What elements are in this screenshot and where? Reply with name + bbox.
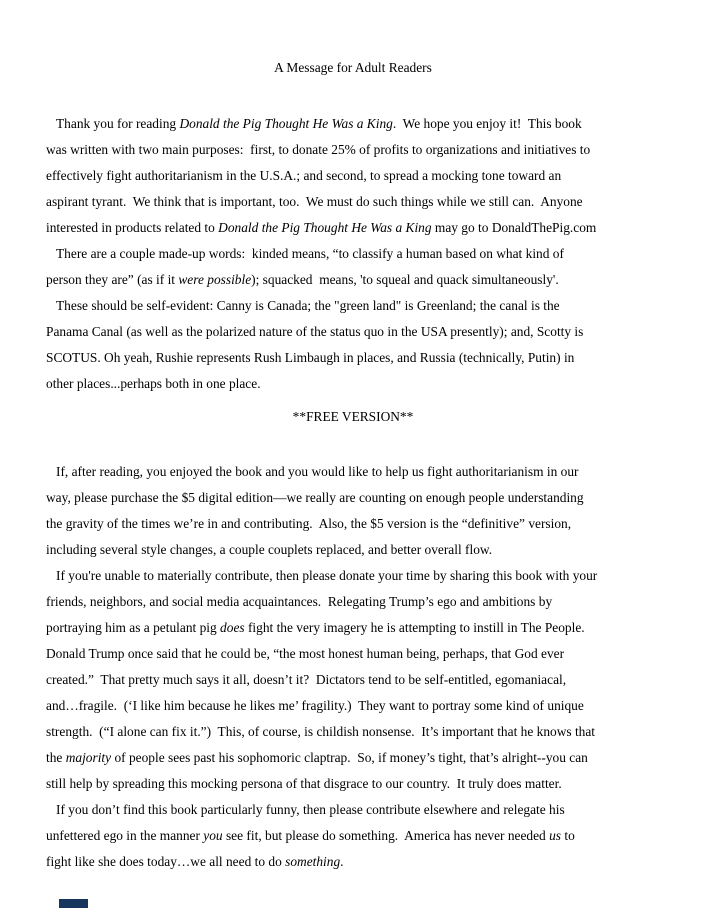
text-line: If, after reading, you enjoyed the book and you would like to help us fight authoritarianism in our [56, 464, 579, 479]
italic-text: something [285, 854, 341, 869]
text-line: other places...perhaps both in one place. [46, 376, 261, 391]
text-line: effectively fight authoritarianism in the U.S.A.; and second, to spread a mocking tone toward an [46, 168, 562, 183]
text-line: created.” That pretty much says it all, doesn’t it? Dictators tend to be self-entitled, egomaniacal, [46, 672, 567, 687]
italic-text: does [220, 620, 245, 635]
italic-text: Donald the Pig Thought He Was a King [218, 220, 432, 235]
paragraph [46, 459, 660, 563]
text-line: If you're unable to materially contribute, then please donate your time by sharing this book with your [56, 568, 598, 583]
italic-text: you [203, 828, 223, 843]
paragraph [46, 293, 660, 397]
bottom-bar-fragment [59, 899, 88, 908]
text-line: including several style changes, a couple couplets replaced, and better overall flow. [46, 542, 493, 557]
text-line: interested in products related to Donald the Pig Thought He Was a King may go to DonaldThePig.com [46, 220, 597, 235]
free-version-section [46, 459, 660, 875]
text-line: Donald Trump once said that he could be, “the most honest human being, perhaps, that God ever [46, 646, 565, 661]
italic-text: Donald the Pig Thought He Was a King [179, 116, 393, 131]
text-line: was written with two main purposes: first, to donate 25% of profits to organizations and initiatives to [46, 142, 591, 157]
text-line: still help by spreading this mocking persona of that disgrace to our country. It truly does matter. [46, 776, 562, 791]
text-line: fight like she does today…we all need to do something. [46, 854, 344, 869]
text-line: aspirant tyrant. We think that is important, too. We must do such things while we still can. Anyone [46, 194, 583, 209]
text-line: unfettered ego in the manner you see fit, but please do something. America has never needed us to [46, 828, 575, 843]
intro-section [46, 111, 660, 397]
text-line: friends, neighbors, and social media acquaintances. Relegating Trump’s ego and ambitions by [46, 594, 553, 609]
text-line: There are a couple made-up words: kinded means, “to classify a human based on what kind of [56, 246, 564, 261]
paragraph [46, 241, 660, 293]
text-line: way, please purchase the $5 digital edition—we really are counting on enough people understanding [46, 490, 584, 505]
paragraph [46, 111, 660, 241]
text-line: portraying him as a petulant pig does fight the very imagery he is attempting to instill in The People. [46, 620, 585, 635]
section-heading: **FREE VERSION** [292, 409, 414, 424]
paragraph [46, 563, 660, 797]
italic-text: majority [65, 750, 112, 765]
text-line: the gravity of the times we’re in and contributing. Also, the $5 version is the “definitive” version, [46, 516, 572, 531]
text-line: These should be self-evident: Canny is Canada; the "green land" is Greenland; the canal is the [56, 298, 560, 313]
text-line: and…fragile. (‘I like him because he likes me’ fragility.) They want to portray some kind of unique [46, 698, 584, 713]
text-line: SCOTUS. Oh yeah, Rushie represents Rush Limbaugh in places, and Russia (technically, Putin) in [46, 350, 575, 365]
text-line: If you don’t find this book particularly funny, then please contribute elsewhere and relegate his [56, 802, 565, 817]
page-title: A Message for Adult Readers [274, 60, 432, 75]
text-line: strength. (“I alone can fix it.”) This, of course, is childish nonsense. It’s important that he knows that [46, 724, 596, 739]
text-line: Panama Canal (as well as the polarized nature of the status quo in the USA presently); and, Scotty is [46, 324, 584, 339]
italic-text: us [549, 828, 562, 843]
italic-text: were possible [178, 272, 252, 287]
text-line: the majority of people sees past his sophomoric claptrap. So, if money’s tight, that’s alright--you can [46, 750, 588, 765]
text-line: person they are” (as if it were possible); squacked means, 'to squeal and quack simultaneously'. [46, 272, 559, 287]
paragraph [46, 797, 660, 875]
text-line: Thank you for reading Donald the Pig Thought He Was a King. We hope you enjoy it! This book [56, 116, 582, 131]
